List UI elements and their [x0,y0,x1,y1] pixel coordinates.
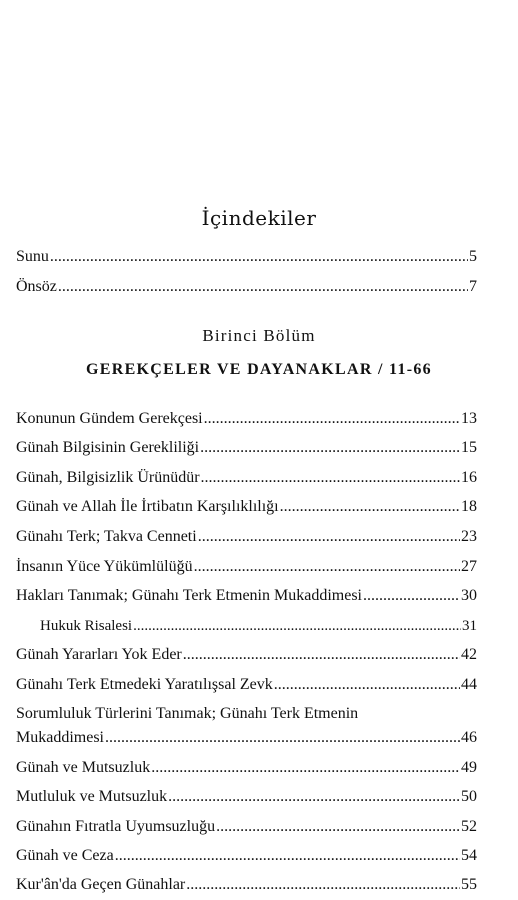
dot-leader [274,675,460,695]
dot-leader [280,497,460,517]
toc-entry[interactable] [16,468,477,488]
toc-entry-label: Mutluluk ve Mutsuzluk [16,788,168,805]
toc-page-number: 52 [461,818,477,835]
dot-leader [115,846,460,866]
toc-page-number: 5 [469,248,477,265]
toc-entry[interactable] [16,557,477,577]
dot-leader [201,468,460,488]
toc-page-number: 23 [461,528,477,545]
toc-page-number: 13 [461,410,477,427]
toc-entry-sunu[interactable] [16,247,477,267]
dot-leader [58,277,468,297]
toc-entry[interactable] [16,846,477,866]
dot-leader [194,557,460,577]
dot-leader [151,758,460,778]
toc-page-number: 31 [462,618,477,634]
toc-entry-label: Hukuk Risalesi [40,618,133,634]
toc-entry-onsoz[interactable] [16,277,477,297]
toc-entry-label: Günah Yararları Yok Eder [16,646,182,663]
toc-entry-label: Önsöz [16,278,57,295]
dot-leader [133,616,461,636]
dot-leader [216,817,460,837]
toc-entry-label: İnsanın Yüce Yükümlülüğü [16,558,193,575]
toc-entry-label: Günahı Terk Etmedeki Yaratılışsal Zevk [16,676,273,693]
toc-entry-label: Kur'ân'da Geçen Günahlar [16,876,186,893]
toc-entry-label: Günah ve Allah İle İrtibatın Karşılıklılığı [16,498,279,515]
toc-entry[interactable] [16,728,477,748]
dot-leader [198,527,460,547]
dot-leader [105,728,460,748]
chapter-label: Birinci Bölüm [202,326,316,345]
toc-page-number: 54 [461,847,477,864]
page-title: İçindekiler [201,206,317,230]
toc-page-number: 18 [461,498,477,515]
toc-entry[interactable] [16,758,477,778]
dot-leader [204,409,460,429]
toc-entry[interactable] [16,787,477,807]
toc-page-number: 50 [461,788,477,805]
toc-page-number: 30 [461,587,477,604]
toc-entry[interactable] [16,586,477,606]
toc-entry-label: Günah, Bilgisizlik Ürünüdür [16,469,200,486]
toc-entry[interactable] [16,527,477,547]
toc-entry[interactable] [16,875,477,895]
toc-entry[interactable] [16,645,477,665]
toc-entry-label: Konunun Gündem Gerekçesi [16,410,203,427]
toc-entry-label: Günah ve Ceza [16,847,114,864]
toc-entry-label: Günah ve Mutsuzluk [16,759,151,776]
toc-page-number: 15 [461,439,477,456]
toc-page-number: 44 [461,676,477,693]
dot-leader [363,586,460,606]
toc-page-number: 46 [461,729,477,746]
toc-page-number: 27 [461,558,477,575]
toc-entry[interactable] [16,675,477,695]
dot-leader [50,247,468,267]
toc-subentry[interactable] [40,616,477,636]
toc-page-number: 42 [461,646,477,663]
toc-entry-label-line1[interactable]: Sorumluluk Türlerini Tanımak; Günahı Terk Etmenin [16,705,359,722]
toc-entry[interactable] [16,497,477,517]
toc-entry-label: Mukaddimesi [16,729,104,746]
toc-entry-label: Günahı Terk; Takva Cenneti [16,528,197,545]
toc-entry[interactable] [16,817,477,837]
toc-entry[interactable] [16,438,477,458]
dot-leader [200,438,460,458]
dot-leader [168,787,460,807]
dot-leader [186,875,460,895]
toc-entry[interactable] [16,409,477,429]
chapter-title: GEREKÇELER VE DAYANAKLAR / 11-66 [86,361,432,378]
toc-page-number: 55 [461,876,477,893]
toc-entry-label: Günahın Fıtratla Uyumsuzluğu [16,818,216,835]
toc-entry-label: Sunu [16,248,49,265]
toc-entry-label: Hakları Tanımak; Günahı Terk Etmenin Mukaddimesi [16,587,362,604]
toc-page-number: 7 [469,278,477,295]
dot-leader [183,645,460,665]
toc-page-number: 49 [461,759,477,776]
toc-page-number: 16 [461,469,477,486]
toc-entry-label: Günah Bilgisinin Gerekliliği [16,439,200,456]
